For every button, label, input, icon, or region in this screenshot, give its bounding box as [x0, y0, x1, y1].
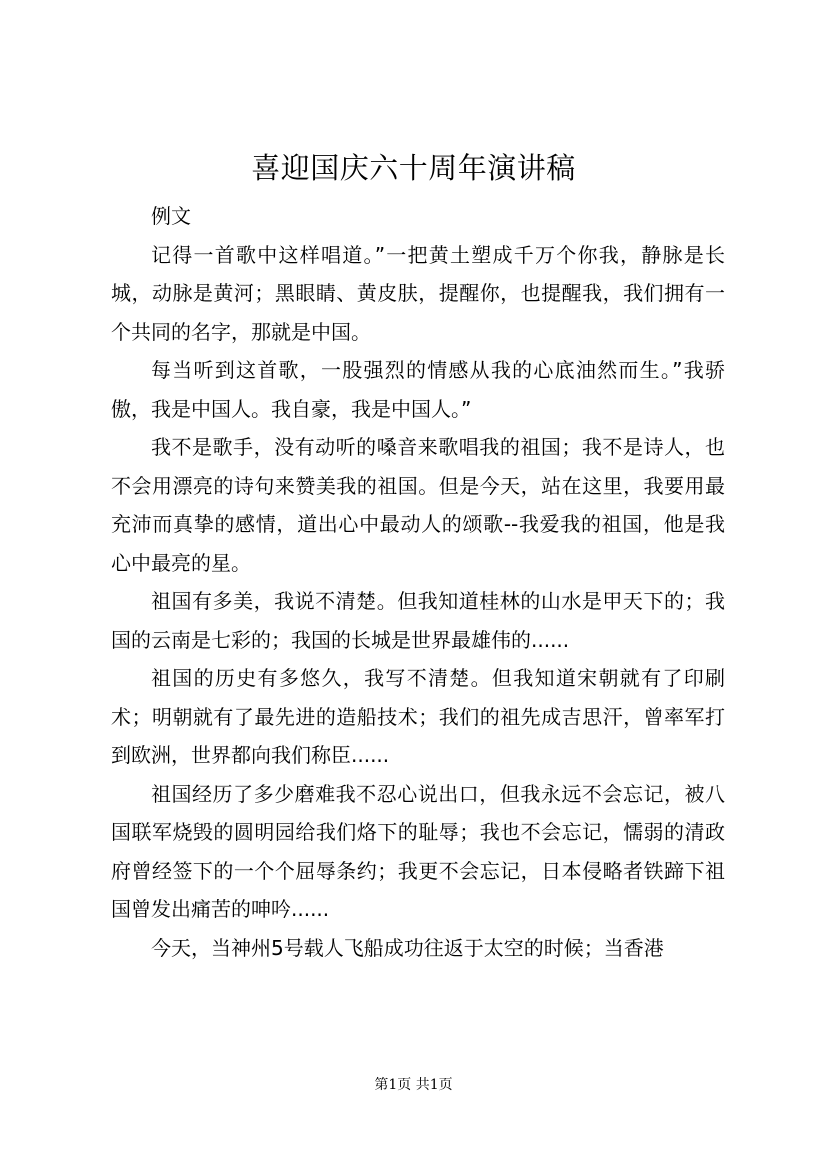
paragraph-4: 祖国有多美，我说不清楚。但我知道桂林的山水是甲天下的；我国的云南是七彩的；我国的长城是世界最雄伟的...... — [111, 589, 725, 652]
paragraph-6: 祖国经历了多少磨难我不忍心说出口，但我永远不会忘记，被八国联军烧毁的圆明园给我们烙下的耻辱；我也不会忘记，懦弱的清政府曾经签下的一个个屈辱条约；我更不会忘记，日本侵略者铁蹄下祖国曾发出痛苦的呻吟...... — [111, 781, 725, 921]
paragraph-1: 记得一首歌中这样唱道。”一把黄土塑成千万个你我，静脉是长城，动脉是黄河；黑眼睛、黄皮肤，提醒你，也提醒我，我们拥有一个共同的名字，那就是中国。 — [111, 242, 725, 344]
page-number-footer: 第1页 共1页 — [374, 1077, 453, 1093]
paragraph-7: 今天，当神州5号载人飞船成功往返于太空的时候；当香港 — [151, 935, 664, 960]
paragraph-3: 我不是歌手，没有动听的嗓音来歌唱我的祖国；我不是诗人，也不会用漂亮的诗句来赞美我的祖国。但是今天，站在这里，我要用最充沛而真挚的感情，道出心中最动人的颂歌--我爱我的祖国，他是我心中最亮的星。 — [111, 435, 725, 575]
paragraph-label: 例文 — [151, 204, 191, 228]
paragraph-5: 祖国的历史有多悠久，我写不清楚。但我知道宋朝就有了印刷术；明朝就有了最先进的造船技术；我们的祖先成吉思汗，曾率军打到欧洲，世界都向我们称臣...... — [111, 666, 725, 767]
paragraph-2: 每当听到这首歌，一股强烈的情感从我的心底油然而生。”我骄傲，我是中国人。我自豪，我是中国人。” — [111, 358, 725, 421]
document-body — [111, 197, 725, 967]
document-title: 喜迎国庆六十周年演讲稿 — [251, 151, 576, 185]
